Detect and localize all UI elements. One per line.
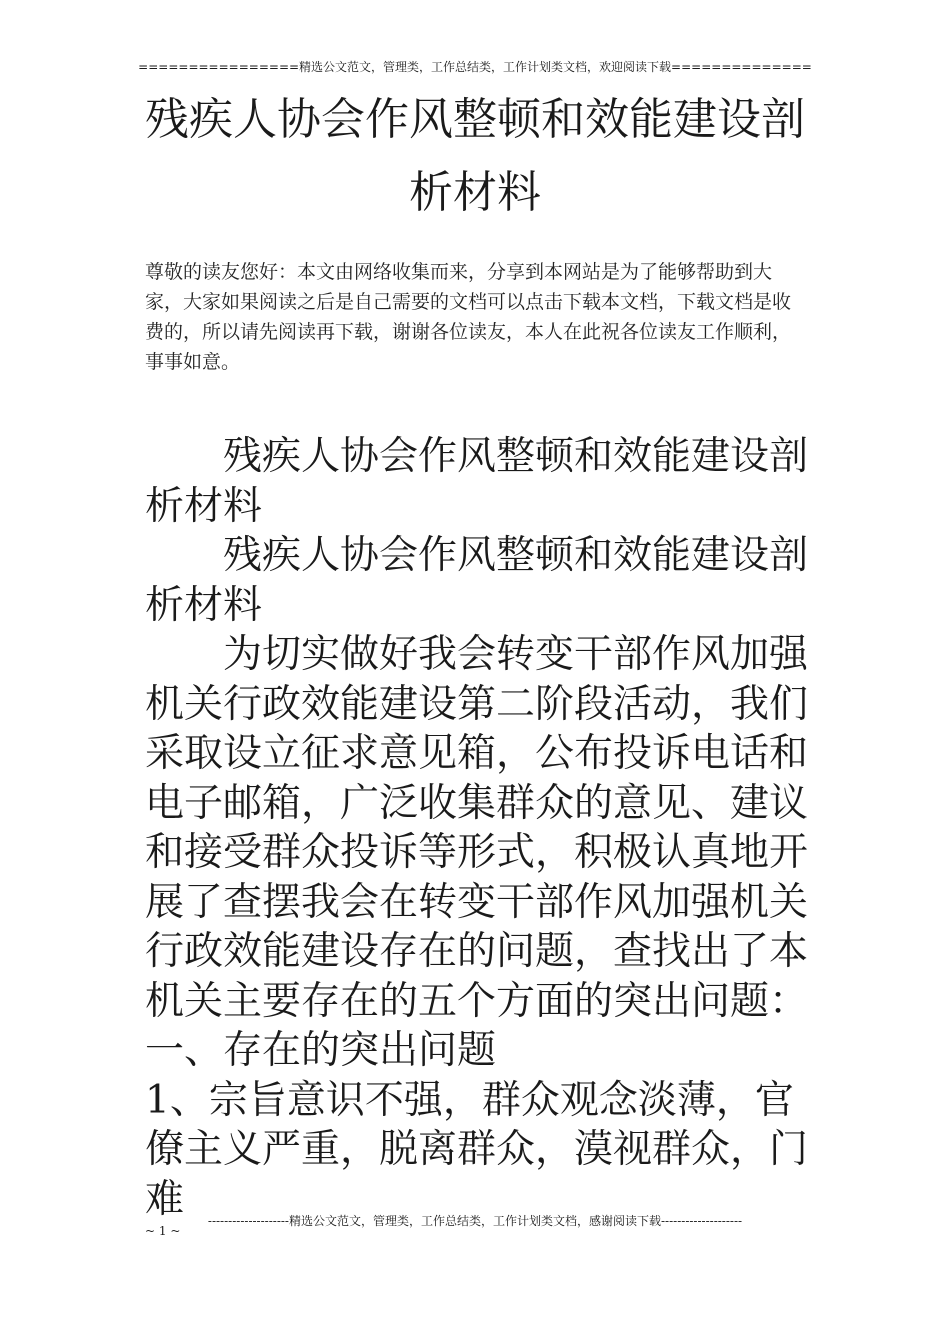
body-paragraph-heading-1: 残疾人协会作风整顿和效能建设剖析材料 xyxy=(145,434,809,529)
document-title-line-1: 残疾人协会作风整顿和效能建设剖 xyxy=(145,94,805,145)
document-title-line-2: 析材料 xyxy=(409,167,541,218)
document-body xyxy=(145,432,813,1224)
body-paragraph-item-1: 1、宗旨意识不强，群众观念淡薄，官僚主义严重，脱离群众，漠视群众，门难 xyxy=(145,1077,809,1222)
body-paragraph-intro: 为切实做好我会转变干部作风加强机关行政效能建设第二阶段活动，我们采取设立征求意见箱，公布投诉电话和电子邮箱，广泛收集群众的意见、建议和接受群众投诉等形式，积极认真地开展了查摆我会在转变干部作风加强机关行政效能建设存在的问题，查找出了本机关主要存在的五个方面的突出问题： xyxy=(145,632,809,1024)
section-heading: 一、存在的突出问题 xyxy=(145,1028,497,1073)
footer-banner: --------------------精选公文范文，管理类，工作总结类，工作计划类文档，感谢阅读下载-------------------- xyxy=(207,1214,743,1228)
header-banner: ================精选公文范文，管理类，工作总结类，工作计划类文档，欢迎阅读下载============== xyxy=(138,60,812,74)
page-number: ~ 1 ~ xyxy=(145,1224,181,1238)
body-paragraph-heading-2: 残疾人协会作风整顿和效能建设剖析材料 xyxy=(145,533,809,628)
reader-notice: 尊敬的读友您好：本文由网络收集而来，分享到本网站是为了能够帮助到大家，大家如果阅读之后是自己需要的文档可以点击下载本文档，下载文档是收费的，所以请先阅读再下载，谢谢各位读友，本人在此祝各位读友工作顺利，事事如意。 xyxy=(145,261,792,373)
